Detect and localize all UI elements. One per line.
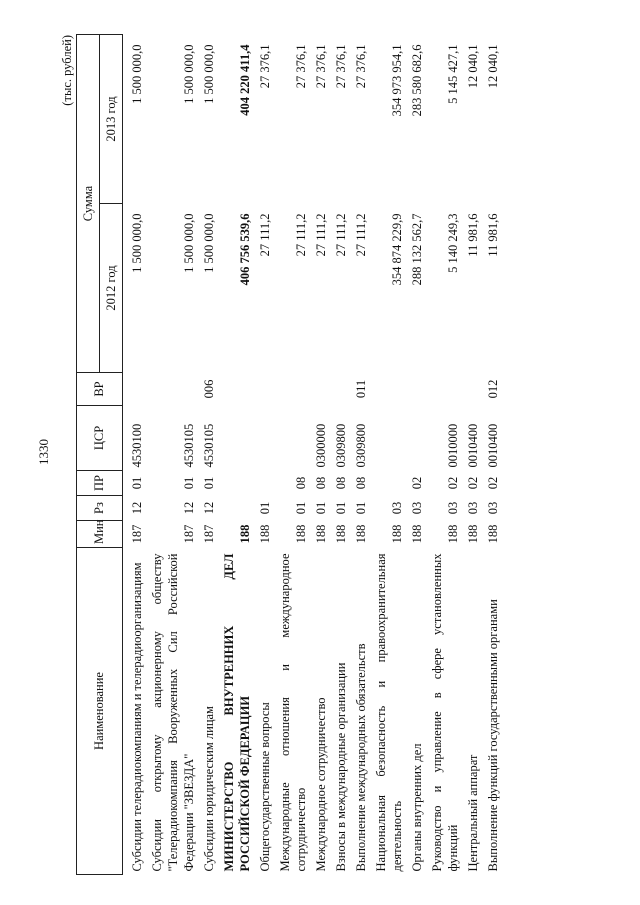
row-vr [219, 373, 255, 406]
table-row [147, 35, 199, 875]
row-vr [255, 373, 275, 406]
row-pr [371, 471, 407, 496]
row-rz: 03 [466, 501, 480, 515]
row-min: 188 [314, 524, 328, 544]
row-csr [371, 406, 407, 471]
row-vr: 012 [486, 379, 500, 399]
table-row [199, 35, 219, 875]
row-rz: 01 [354, 501, 368, 515]
row-rz: 12 [202, 501, 216, 515]
row-sum-2013: 27 376,1 [354, 44, 368, 89]
table-row [219, 35, 255, 875]
row-min: 188 [446, 524, 460, 544]
table-row [371, 35, 407, 875]
row-sum-2013: 1 500 000,0 [202, 44, 216, 104]
row-name: Международное сотрудничество [314, 697, 328, 872]
row-csr: 0309800 [354, 423, 368, 468]
table-body [123, 35, 504, 875]
row-sum-2012: 11 981,6 [466, 213, 480, 257]
row-vr [331, 373, 351, 406]
page-number: 1330 [36, 439, 51, 465]
row-rz: 03 [486, 501, 500, 515]
row-rz: 12 [182, 501, 196, 515]
rotated-page [60, 35, 570, 875]
row-min: 188 [258, 524, 272, 544]
row-vr [407, 373, 427, 406]
header-min: Мин [77, 521, 123, 548]
row-vr [463, 373, 483, 406]
row-csr: 4530105 [202, 423, 216, 468]
row-sum-2012: 5 140 249,3 [446, 213, 460, 273]
row-min: 188 [354, 524, 368, 544]
header-name: Наименование [77, 548, 123, 875]
row-name: Национальная безопасность и правоохранительная деятельность [374, 553, 404, 872]
row-min: 188 [390, 524, 404, 544]
row-pr: 08 [294, 476, 308, 490]
row-rz: 12 [130, 501, 144, 515]
row-sum-2012: 354 874 229,9 [390, 213, 404, 286]
header-rz: Рз [77, 496, 123, 521]
row-name: Взносы в международные организации [334, 662, 348, 872]
header-2013: 2013 год [100, 35, 123, 204]
row-sum-2013: 1 500 000,0 [182, 44, 196, 104]
row-pr: 02 [466, 476, 480, 490]
row-min: 188 [466, 524, 480, 544]
row-pr [255, 471, 275, 496]
budget-table [76, 34, 503, 875]
row-name: Субсидии юридическим лицам [202, 706, 216, 872]
row-min: 188 [410, 524, 424, 544]
row-sum-2013: 5 145 427,1 [446, 44, 460, 104]
row-min: 188 [238, 524, 252, 544]
row-rz: 03 [446, 501, 460, 515]
row-pr: 02 [446, 476, 460, 490]
header-sum: Сумма [77, 35, 100, 373]
row-sum-2013: 404 220 411,4 [238, 44, 252, 116]
row-pr: 01 [202, 476, 216, 490]
row-sum-2012: 27 111,2 [334, 213, 348, 257]
header-vr: ВР [77, 373, 123, 406]
row-csr: 4530100 [130, 423, 144, 468]
row-min: 187 [202, 524, 216, 544]
row-csr: 0309800 [334, 423, 348, 468]
table-row [463, 35, 483, 875]
row-pr: 01 [130, 476, 144, 490]
row-sum-2012: 11 981,6 [486, 213, 500, 257]
row-vr: 006 [202, 379, 216, 399]
row-min: 187 [130, 524, 144, 544]
table-row [123, 35, 148, 875]
row-name: Выполнение международных обязательств [354, 643, 368, 872]
table-row [311, 35, 331, 875]
header-csr: ЦСР [77, 406, 123, 471]
table-row [483, 35, 503, 875]
row-name: Выполнение функций государственными органами [486, 599, 500, 872]
row-sum-2012: 1 500 000,0 [130, 213, 144, 273]
row-sum-2013: 283 580 682,6 [410, 44, 424, 117]
row-vr [123, 373, 148, 406]
row-csr: 4530105 [182, 423, 196, 468]
row-csr [219, 406, 255, 471]
row-vr [275, 373, 311, 406]
table-row [331, 35, 351, 875]
table-row [427, 35, 463, 875]
row-rz: 01 [294, 501, 308, 515]
row-pr: 08 [334, 476, 348, 490]
row-sum-2013: 27 376,1 [294, 44, 308, 89]
row-name: Центральный аппарат [466, 754, 480, 872]
row-pr: 02 [410, 476, 424, 490]
row-sum-2012: 27 111,2 [294, 213, 308, 257]
row-csr: 0300000 [314, 423, 328, 468]
row-sum-2013: 27 376,1 [334, 44, 348, 89]
header-pr: ПР [77, 471, 123, 496]
row-rz: 03 [390, 501, 404, 515]
row-sum-2013: 27 376,1 [314, 44, 328, 89]
row-sum-2012: 288 132 562,7 [410, 213, 424, 286]
row-csr [255, 406, 275, 471]
units-label: (тыс. рублей) [60, 35, 74, 106]
row-pr [219, 471, 255, 496]
row-sum-2013: 12 040,1 [486, 44, 500, 89]
row-min: 188 [486, 524, 500, 544]
row-sum-2013: 27 376,1 [258, 44, 272, 89]
row-name: Общегосударственные вопросы [258, 702, 272, 872]
row-vr [427, 373, 463, 406]
row-name: Руководство и управление в сфере установленных функций [430, 553, 460, 872]
row-rz: 01 [334, 501, 348, 515]
row-sum-2012: 27 111,2 [314, 213, 328, 257]
row-name: Субсидии телерадиокомпаниям и телерадиоорганизациям [130, 562, 144, 872]
row-sum-2013: 354 973 954,1 [390, 44, 404, 117]
row-sum-2012: 1 500 000,0 [202, 213, 216, 273]
table-row [351, 35, 371, 875]
row-csr [275, 406, 311, 471]
row-rz: 01 [258, 501, 272, 515]
row-pr: 01 [182, 476, 196, 490]
row-pr: 08 [354, 476, 368, 490]
row-min: 188 [294, 524, 308, 544]
row-csr: 0010400 [466, 423, 480, 468]
row-csr: 0010000 [446, 423, 460, 468]
row-vr [311, 373, 331, 406]
row-rz [219, 496, 255, 521]
row-sum-2012: 27 111,2 [354, 213, 368, 257]
row-rz: 01 [314, 501, 328, 515]
row-csr [407, 406, 427, 471]
row-name: Международные отношения и международное сотрудничество [278, 553, 308, 872]
row-pr: 08 [314, 476, 328, 490]
row-min: 188 [334, 524, 348, 544]
table-header [77, 35, 123, 875]
row-rz: 03 [410, 501, 424, 515]
row-name: Органы внутренних дел [410, 743, 424, 872]
row-vr [371, 373, 407, 406]
row-csr: 0010400 [486, 423, 500, 468]
row-sum-2013: 1 500 000,0 [130, 44, 144, 104]
row-sum-2012: 1 500 000,0 [182, 213, 196, 273]
row-vr [147, 373, 199, 406]
row-sum-2013: 12 040,1 [466, 44, 480, 89]
table-row [407, 35, 427, 875]
row-sum-2012: 27 111,2 [258, 213, 272, 257]
table-row [255, 35, 275, 875]
row-vr: 011 [354, 379, 368, 399]
header-2012: 2012 год [100, 204, 123, 373]
row-name: Субсидии открытому акционерному обществу "Телерадиокомпания Вооруженных Сил Российской Федерации "ЗВЕЗДА" [150, 553, 196, 872]
row-pr: 02 [486, 476, 500, 490]
row-sum-2012: 406 756 539,6 [238, 213, 252, 286]
table-row [275, 35, 311, 875]
row-min: 187 [182, 524, 196, 544]
row-name: МИНИСТЕРСТВО ВНУТРЕННИХ ДЕЛ РОССИЙСКОЙ ФЕДЕРАЦИИ [222, 553, 252, 872]
